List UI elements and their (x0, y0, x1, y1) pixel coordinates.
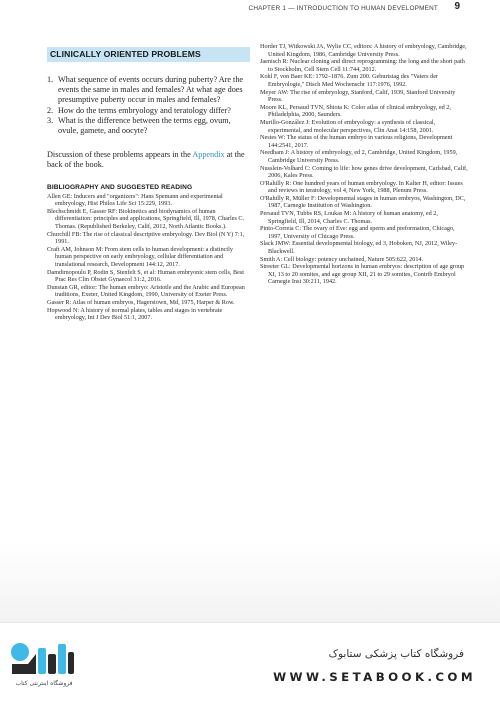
page-header (0, 0, 500, 22)
reference-entry: Smith A: Cell biology: potency unchained, Nature 505:622, 2014. (260, 255, 424, 263)
left-column (47, 47, 250, 322)
reference-entry: Hopwood N: A history of normal plates, tables and stages in vertebrate embryology, Int J Dev Biol 51:1, 2007. (47, 306, 223, 322)
reference-entry: Churchill FB: The rise of classical descriptive embryology. Dev Biol (N Y) 7:1, 1991. (47, 230, 245, 246)
reference-entry: Damdimopoulu P, Rodin S, Stenfelt S, et al: Human embryonic stem cells, Best Prac Res Clin Obstet Gynaecol 31:2, 2016. (47, 268, 244, 284)
reference-entry: Persaud TVN, Tubbs RS, Loukas M: A history of human anatomy, ed 2, Springfield, Ill, 2014, Charles C. Thomas. (260, 210, 438, 225)
page-number: 9 (454, 1, 460, 12)
clinical-questions-list (47, 75, 250, 136)
reference-entry: Kohl F, von Baer KE: 1792–1876. Zum 200. Geburtstag des "Vaters der Embryologie," Dtsch Med Wochenschr 117:1976, 1992. (260, 73, 439, 88)
reference-entry: Moore KL, Persaud TVN, Shiota K: Color atlas of clinical embryology, ed 2, Philadelphia, 2000, Saunders. (260, 103, 451, 119)
running-head: CHAPTER 1 — INTRODUCTION TO HUMAN DEVELOPMENT (248, 5, 438, 12)
reference-entry: Jaenisch R: Nuclear cloning and direct reprogramming: the long and the short path to Stockholm, Cell Stem Cell 11:744, 2012. (260, 58, 465, 73)
clinical-problems-heading: CLINICALLY ORIENTED PROBLEMS (50, 49, 201, 59)
right-column (260, 43, 468, 286)
question-item: How do the terms embryology and teratology differ? (58, 105, 231, 115)
reference-entry: Gasser R: Atlas of human embryos, Hagerstown, Md, 1975, Harper & Row. (47, 298, 235, 306)
store-name: فروشگاه کتاب پزشکی ستابوک (328, 648, 464, 660)
reference-entry: Murillo-González J: Evolution of embryology: a synthesis of classical, experimental, and molecular perspectives, Clin Anat 14:158, 2001. (260, 118, 436, 134)
discussion-text-before: Discussion of these problems appears in the (47, 150, 193, 160)
reference-entry: Needham J: A history of embryology, ed 2, Cambridge, United Kingdom, 1959, Cambridge University Press. (260, 149, 458, 164)
reference-entry: Blechschmidt E, Gasser RF: Biokinetics and biodynamics of human differentiation: principles and applications, Springfield, Ill, 1978, Charles C. Thomas. (Republished Berkeley, Calif, 2012, North Atlantic Books.). (47, 207, 245, 230)
page-bottom-fade (0, 540, 500, 622)
discussion-text-after: at the back of the book. (47, 150, 245, 170)
appendix-link[interactable]: Appendix (192, 150, 225, 160)
bibliography-heading: BIBLIOGRAPHY AND SUGGESTED READING (47, 183, 193, 191)
question-item: What sequence of events occurs during puberty? Are the events the same in males and females? At what age does presumptive puberty occur in males and females? (58, 75, 244, 105)
store-url-link[interactable]: WWW.SETABOOK.COM (273, 670, 476, 684)
reference-entry: O'Rahilly R: One hundred years of human embryology. In Kalter H, editor: Issues and reviews in teratology, vol 4, New York, 1988, Plenum Press. (260, 179, 463, 195)
reference-entry: Slack JMW: Essential developmental biology, ed 3, Hoboken, NJ, 2012, Wiley-Blackwell. (260, 240, 458, 256)
clinical-problems-heading-bar (47, 47, 250, 62)
logo-caption: فروشگاه اینترنتی کتاب (15, 680, 73, 687)
reference-entry: Pinto-Correia C: The ovary of Eve: egg and sperm and preformation, Chicago, 1997, University of Chicago Press. (260, 225, 455, 240)
question-item: What is the difference between the terms egg, ovum, ovule, gamete, and oocyte? (58, 115, 231, 136)
reference-entry: Allen GE: Inducers and "organizers": Hans Spemann and experimental embryology, Hist Philos Life Sci 15:229, 1993. (47, 192, 223, 208)
bibliography-left-list (47, 193, 250, 322)
reference-entry: Meyer AW: The rise of embryology, Stanford, Calif, 1939, Stanford University Press. (260, 88, 456, 104)
reference-entry: Nestes W: The status of the human embryo in various religions, Development 144:2541, 2017. (260, 134, 453, 149)
reference-entry: O'Rahilly R, Müller F: Developmental stages in human embryos, Washington, DC, 1987, Carnegie Institution of Washington. (260, 194, 466, 210)
reference-entry: Dunstan GR, editor: The human embryo: Aristotle and the Arabic and European traditions, Exeter, United Kingdom, 1990, University of Exeter Press. (47, 283, 245, 299)
reference-entry: Streeter GL: Developmental horizons in human embryos: description of age group XI, 13 to 20 somites, and age group XII, 21 to 29 somites, Contrib Embryol Carnegie Inst 30:211, 1942. (260, 263, 465, 286)
bibliography-right-list (260, 43, 468, 286)
reference-entry: Craft AM, Johnson M: From stem cells to human development: a distinctly human perspective on early embryology, cellular differentiation and translational research, Development 144:12, 2017. (47, 245, 233, 268)
reference-entry: Horder TJ, Witkowski JA, Wylie CC, editors: A history of embryology, Cambridge, United Kingdom, 1986, Cambridge University Press. (260, 43, 467, 58)
reference-entry: Nusslein-Volhard C: Coming to life: how genes drive development, Carlsbad, Calif, 2006, Kales Press. (260, 164, 468, 180)
discussion-note (47, 150, 250, 170)
